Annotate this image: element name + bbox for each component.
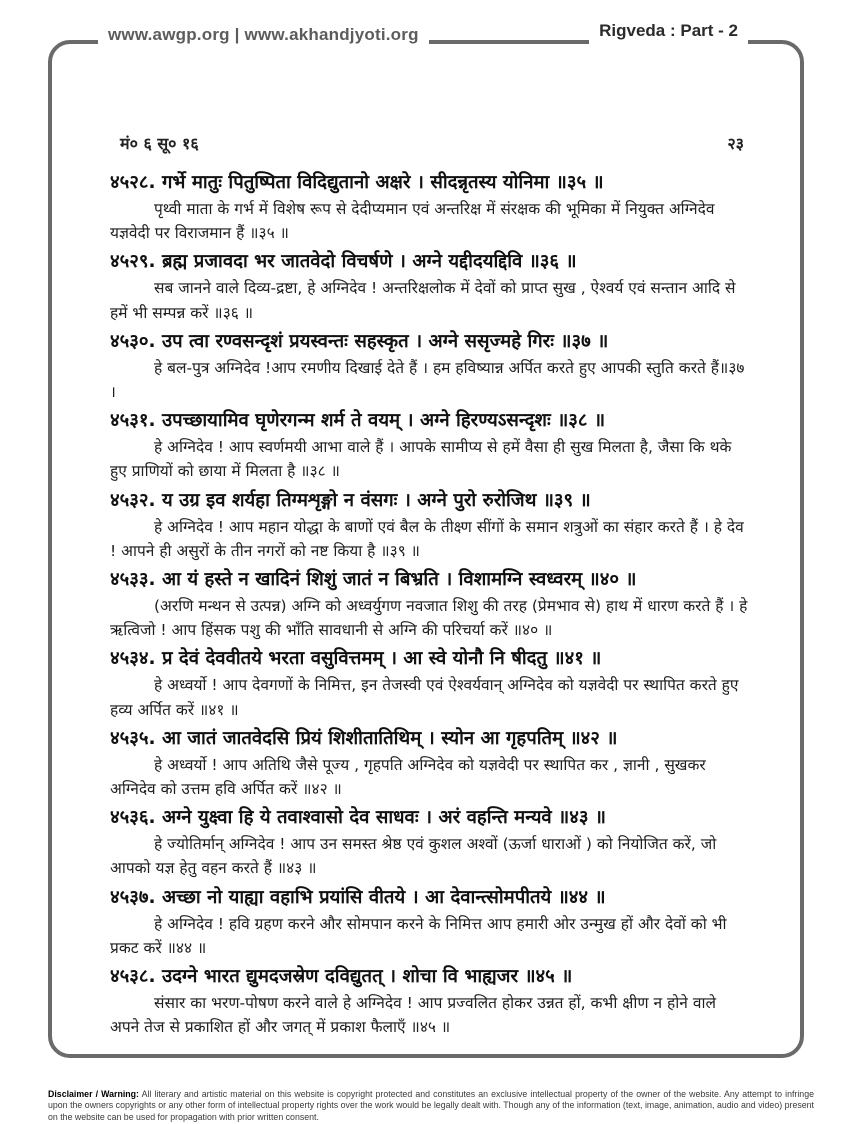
verse-block bbox=[110, 170, 750, 245]
commentary-text: हे अग्निदेव ! हवि ग्रहण करने और सोमपान करने के निमित्त आप हमारी ओर उन्मुख हों और देवों को भी प्रकट करें ॥४४ ॥ bbox=[110, 914, 727, 957]
mantra-line bbox=[110, 249, 750, 275]
verse-number: ४५३२. bbox=[110, 489, 156, 511]
verse-block bbox=[110, 329, 750, 404]
verse-number: ४५३८. bbox=[110, 966, 156, 988]
verse-block bbox=[110, 964, 750, 1039]
mantra-line bbox=[110, 329, 750, 355]
commentary-text: हे अध्वर्यो ! आप देवगणों के निमित्त, इन तेजस्वी एवं ऐश्वर्यवान् अग्निदेव को यज्ञवेदी पर स्थापित करते हुए हव्य अर्पित करें ॥४१ ॥ bbox=[110, 676, 739, 719]
verse-number: ४५२८. bbox=[110, 172, 156, 193]
scanned-content bbox=[110, 132, 750, 1037]
commentary-text: (अरणि मन्थन से उत्पन्न) अग्नि को अध्वर्युगण नवजात शिशु की तरह (प्रेमभाव से) हाथ में धारण करते हैं । हे ऋत्विजो ! आप हिंसक पशु की भाँति सावधानी से अग्नि की परिचर्या करें ॥४० ॥ bbox=[110, 597, 748, 640]
verse-number: ४५२९. bbox=[110, 251, 156, 273]
mantra-line bbox=[110, 805, 750, 831]
verse-block bbox=[110, 726, 750, 801]
page-frame bbox=[48, 40, 804, 1058]
mantra-line bbox=[110, 885, 750, 911]
verse-number: ४५३३. bbox=[110, 569, 156, 591]
commentary-text: हे अध्वर्यो ! आप अतिथि जैसे पूज्य , गृहपति अग्निदेव को यज्ञवेदी पर स्थापित कर , ज्ञानी , सुखकर अग्निदेव को उत्तम हवि अर्पित करें ॥४२ ॥ bbox=[110, 755, 706, 799]
verse-block bbox=[110, 646, 750, 721]
mantra-line bbox=[110, 408, 750, 434]
mantra-text: आ यं हस्ते न खादिनं शिशुं जातं न बिभ्रति । विशामग्नि स्वध्वरम् ॥४० ॥ bbox=[161, 569, 637, 591]
mantra-line bbox=[110, 726, 750, 752]
mantra-text: ब्रह्म प्रजावदा भर जातवेदो विचर्षणे । अग्ने यद्दीदयद्दिवि ॥३६ ॥ bbox=[161, 251, 577, 273]
commentary-text: पृथ्वी माता के गर्भ में विशेष रूप से देदीप्यमान एवं अन्तरिक्ष में संरक्षक की भूमिका में नियुक्त अग्निदेव यज्ञवेदी पर विराजमान हैं ॥३५ ॥ bbox=[110, 200, 715, 243]
mantra-text: उदग्ने भारत द्युमदजस्रेण दविद्युतत् । शोचा वि भाह्यजर ॥४५ ॥ bbox=[161, 966, 573, 988]
verse-number: ४५३१. bbox=[110, 410, 156, 432]
mantra-line bbox=[110, 567, 750, 593]
mantra-line bbox=[110, 964, 750, 990]
commentary-text: सब जानने वाले दिव्य-द्रष्टा, हे अग्निदेव ! अन्तरिक्षलोक में देवों को प्राप्त सुख , ऐश्वर्य एवं सन्तान आदि से हमें भी सम्पन्न करें ॥३६ ॥ bbox=[110, 279, 736, 322]
verse-number: ४५३४. bbox=[110, 648, 156, 670]
site-urls-label: www.awgp.org | www.akhandjyoti.org bbox=[98, 22, 429, 48]
mantra-text: गर्भे मातुः पितुष्पिता विदिद्युतानो अक्षरे । सीदन्नृतस्य योनिमा ॥३५ ॥ bbox=[161, 172, 604, 193]
mantra-text: आ जातं जातवेदसि प्रियं शिशीतातिथिम् । स्योन आ गृहपतिम् ॥४२ ॥ bbox=[161, 727, 618, 749]
verse-number: ४५३७. bbox=[110, 886, 156, 908]
mantra-text: अच्छा नो याह्या वहाभि प्रयांसि वीतये । आ देवान्त्सोमपीतये ॥४४ ॥ bbox=[161, 886, 606, 908]
commentary-text: संसार का भरण-पोषण करने वाले हे अग्निदेव ! आप प्रज्वलित होकर उन्नत हों, कभी क्षीण न होने वाले अपने तेज से प्रकाशित हों और जगत् में प्रकाश फैलाएँ ॥४५ ॥ bbox=[110, 994, 716, 1037]
mantra-text: य उग्र इव शर्यहा तिग्मशृङ्गो न वंसगः । अग्ने पुरो रुरोजिथ ॥३९ ॥ bbox=[161, 489, 591, 511]
commentary-text: हे अग्निदेव ! आप स्वर्णमयी आभा वाले हैं । आपके सामीप्य से हमें वैसा ही सुख मिलता है, जैसा कि थके हुए प्राणियों को छाया में मिलता है ॥३८ ॥ bbox=[110, 438, 732, 481]
mandal-sukta-label: मं० ६ सू० १६ bbox=[120, 134, 199, 153]
disclaimer-text bbox=[48, 1089, 814, 1124]
verse-list bbox=[110, 170, 750, 1039]
disclaimer-label: Disclaimer / Warning: bbox=[48, 1088, 139, 1099]
mantra-line bbox=[110, 170, 750, 196]
verse-block bbox=[110, 567, 750, 642]
mantra-line bbox=[110, 488, 750, 514]
page-number: २३ bbox=[727, 134, 744, 153]
verse-block bbox=[110, 408, 750, 483]
disclaimer-body: All literary and artistic material on this website is copyright protected and constitutes an exclusive intellectual property of the owner of the website. Any attempt to infringe upon the owners copyrights or any other form of intellectual property rights over the work would be legally dealt with. Though any of the information (text, image, animation, audio and video) present on the website can be used for propagation with prior written consent. bbox=[48, 1088, 814, 1122]
verse-block bbox=[110, 805, 750, 880]
verse-block bbox=[110, 249, 750, 324]
verse-block bbox=[110, 488, 750, 563]
mantra-text: उप त्वा रण्वसन्दृशं प्रयस्वन्तः सहस्कृत । अग्ने ससृज्महे गिरः ॥३७ ॥ bbox=[161, 330, 609, 352]
book-title-label: Rigveda : Part - 2 bbox=[589, 18, 748, 44]
verse-number: ४५३०. bbox=[110, 330, 156, 352]
mantra-text: प्र देवं देववीतये भरता वसुवित्तमम् । आ स्वे योनौ नि षीदतु ॥४१ ॥ bbox=[161, 648, 602, 670]
mantra-text: अग्ने युक्ष्वा हि ये तवाश्वासो देव साधवः । अरं वहन्ति मन्यवे ॥४३ ॥ bbox=[161, 807, 607, 829]
commentary-text: हे अग्निदेव ! आप महान योद्धा के बाणों एवं बैल के तीक्ष्ण सींगों के समान शत्रुओं का संहार करते हैं । हे देव ! आपने ही असुरों के तीन नगरों को नष्ट किया है ॥३९ ॥ bbox=[110, 517, 744, 560]
commentary-text: हे ज्योतिर्मान् अग्निदेव ! आप उन समस्त श्रेष्ठ एवं कुशल अश्वों (ऊर्जा धाराओं ) को नियोजित करें, जो आपको यज्ञ हेतु वहन करते हैं ॥४३ ॥ bbox=[110, 835, 717, 878]
page-header-row bbox=[120, 132, 744, 154]
commentary-text: हे बल-पुत्र अग्निदेव !आप रमणीय दिखाई देते हैं । हम हविष्यान्न अर्पित करते हुए आपकी स्तुति करते हैं॥३७ । bbox=[110, 358, 745, 402]
mantra-line bbox=[110, 646, 750, 672]
verse-number: ४५३५. bbox=[110, 727, 156, 749]
mantra-text: उपच्छायामिव घृणेरगन्म शर्म ते वयम् । अग्ने हिरण्यऽसन्दृशः ॥३८ ॥ bbox=[161, 410, 606, 432]
verse-block bbox=[110, 885, 750, 960]
verse-number: ४५३६. bbox=[110, 807, 156, 829]
